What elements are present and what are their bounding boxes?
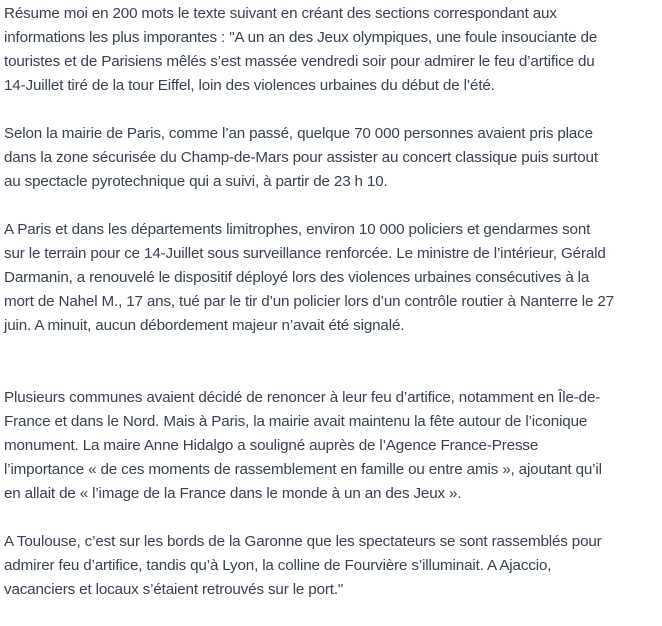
text-line: A Toulouse, c’est sur les bords de la Garonne que les spectateurs se sont rassemblés pour <box>4 533 602 550</box>
text-line: informations les plus imporantes : "A un an des Jeux olympiques, une foule insouciante de <box>4 29 598 46</box>
text-line: France et dans le Nord. Mais à Paris, la mairie avait maintenu la fête autour de l’iconique <box>4 413 588 430</box>
user-message <box>4 2 660 626</box>
text-line: A Paris et dans les départements limitrophes, environ 10 000 policiers et gendarmes sont <box>4 221 591 238</box>
text-line: Résume moi en 200 mots le texte suivant en créant des sections correspondant aux <box>4 5 557 22</box>
text-line: Plusieurs communes avaient décidé de renoncer à leur feu d’artifice, notamment en Île-de- <box>4 389 601 406</box>
text-line: l’importance « de ces moments de rassemblement en famille ou entre amis », ajoutant qu’il <box>4 461 602 478</box>
text-line: en allait de « l’image de la France dans le monde à un an des Jeux ». <box>4 485 462 502</box>
text-line: 14-Juillet tiré de la tour Eiffel, loin des violences urbaines du début de l’été. <box>4 77 495 94</box>
text-line: dans la zone sécurisée du Champ-de-Mars pour assister au concert classique puis surtout <box>4 149 598 166</box>
message-paragraph-2 <box>4 122 660 194</box>
text-line: admirer feu d’artifice, tandis qu’à Lyon, la colline de Fourvière s’illuminait. A Ajaccio, <box>4 557 552 574</box>
message-paragraph-4 <box>4 386 660 506</box>
text-line: Darmanin, a renouvelé le dispositif déployé lors des violences urbaines consécutives à la <box>4 269 590 286</box>
text-line: juin. A minuit, aucun débordement majeur n’avait été signalé. <box>4 317 405 334</box>
message-paragraph-3 <box>4 218 660 338</box>
text-line: mort de Nahel M., 17 ans, tué par le tir d’un policier lors d’un contrôle routier à Nanterre le 27 <box>4 293 614 310</box>
text-line: monument. La maire Anne Hidalgo a souligné auprès de l’Agence France-Presse <box>4 437 539 454</box>
message-paragraph-1 <box>4 2 660 98</box>
text-line: sur le terrain pour ce 14-Juillet sous surveillance renforcée. Le ministre de l’intérieur, Gérald <box>4 245 606 262</box>
text-line: Selon la mairie de Paris, comme l’an passé, quelque 70 000 personnes avaient pris place <box>4 125 593 142</box>
text-line: au spectacle pyrotechnique qui a suivi, à partir de 23 h 10. <box>4 173 388 190</box>
text-line: touristes et de Parisiens mêlés s’est massée vendredi soir pour admirer le feu d’artifice du <box>4 53 595 70</box>
text-line: vacanciers et locaux s’étaient retrouvés sur le port." <box>4 581 344 598</box>
message-paragraph-5 <box>4 530 660 602</box>
